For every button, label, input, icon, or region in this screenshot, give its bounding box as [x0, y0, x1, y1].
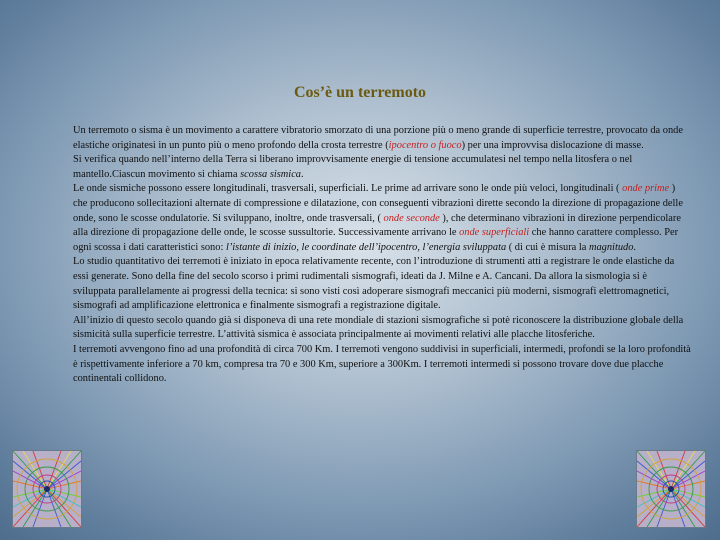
term-onde-prime: onde prime	[622, 183, 670, 195]
term-data-characteristics: l’istante di inizio, le coordinate dell’ipocentro, l’energia sviluppata	[225, 241, 507, 253]
paragraph-waves	[73, 182, 691, 255]
term-onde-superficiali: onde superficiali	[459, 227, 530, 239]
decorative-fractal-image-left	[12, 450, 82, 528]
text-run: ), che determinano vibrazioni in direzione perpendicolare alla direzione di propagazione delle onde, le scosse sussultorie. Successivamente arrivano le	[73, 212, 681, 239]
term-onde-seconde: onde seconde	[383, 212, 440, 224]
text-run: Un terremoto o sisma è un movimento a carattere vibratorio smorzato di una porzione più o meno grande di superficie terrestre, provocato da onde elastiche originatesi in un punto più o meno profondo della crosta terrestre (	[73, 125, 683, 151]
term-ipocentro: ipocentro o fuoco	[388, 139, 462, 151]
text-run: Le onde sismiche possono essere longitudinali, trasversali, superficiali. Le prime ad arrivare sono le onde più veloci, longitudinali (	[73, 183, 623, 195]
body-text	[73, 124, 691, 387]
paragraph-depth: I terremoti avvengono fino ad una profondità di circa 700 Km. I terremoti vengono suddivisi in superficiali, intermedi, profondi se la loro profondità è rispettivamente inferiore a 70 km, compresa tra 70 e 300 Km, superiore a 300Km. I terremoti intermedi si possono trovare dove due placche continentali collidono.	[73, 343, 691, 385]
fractal-pattern-icon	[13, 451, 81, 527]
text-run: .	[633, 241, 637, 253]
paragraph-origin	[73, 153, 691, 182]
text-run: Si verifica quando nell’interno della Terra si liberano improvvisamente energie di tensione accumulatesi nel tempo nella litosfera o nel mantello.Ciascun movimento si chiama	[73, 154, 633, 180]
text-run: che hanno carattere complesso. Per ogni scossa i dati caratteristici sono:	[73, 227, 679, 253]
text-run: .	[301, 168, 304, 180]
slide-title: Cos’è un terremoto	[293, 84, 427, 101]
fractal-pattern-icon	[637, 451, 705, 527]
paragraph-definition	[73, 124, 691, 153]
text-run: ( di cui è misura la	[506, 241, 589, 253]
paragraph-distribution: All’inizio di questo secolo quando già si disponeva di una rete mondiale di stazioni sismografiche si potè riconoscere la distribuzione globale della sismicità sulla superficie terrestre. L’attività sismica è associata principalmente ai movimenti relativi alle placche litosferiche.	[73, 314, 684, 341]
decorative-fractal-image-right	[636, 450, 706, 528]
term-magnitudo: magnitudo	[588, 241, 634, 253]
text-run: ) che producono sollecitazioni alternate di compressione e dilatazione, con conseguenti vibrazioni dirette secondo la direzione di propagazione delle onde, sono le scosse ondulatorie. Si sviluppano, inoltre, onde trasversali, (	[73, 183, 683, 224]
term-scossa-sismica: scossa sismica	[240, 168, 301, 180]
text-run: ) per una improvvisa dislocazione di masse.	[461, 139, 644, 151]
paragraph-study: Lo studio quantitativo dei terremoti è iniziato in epoca relativamente recente, con l’introduzione di strumenti atti a registrare le onde elastiche da essi generate. Sono della fine del secolo scorso i primi rudimentali sismografi, ideati da J. Milne e A. Cancani. Da allora la sismologia si è sviluppata parallelamente ai progressi della tecnica: si sono visti così adoperare sismografi meccanici più moderni, sismografi elettromagnetici, sismografi ad amplificazione elettronica e finalmente sismografi a registrazione digitale.	[73, 256, 675, 312]
